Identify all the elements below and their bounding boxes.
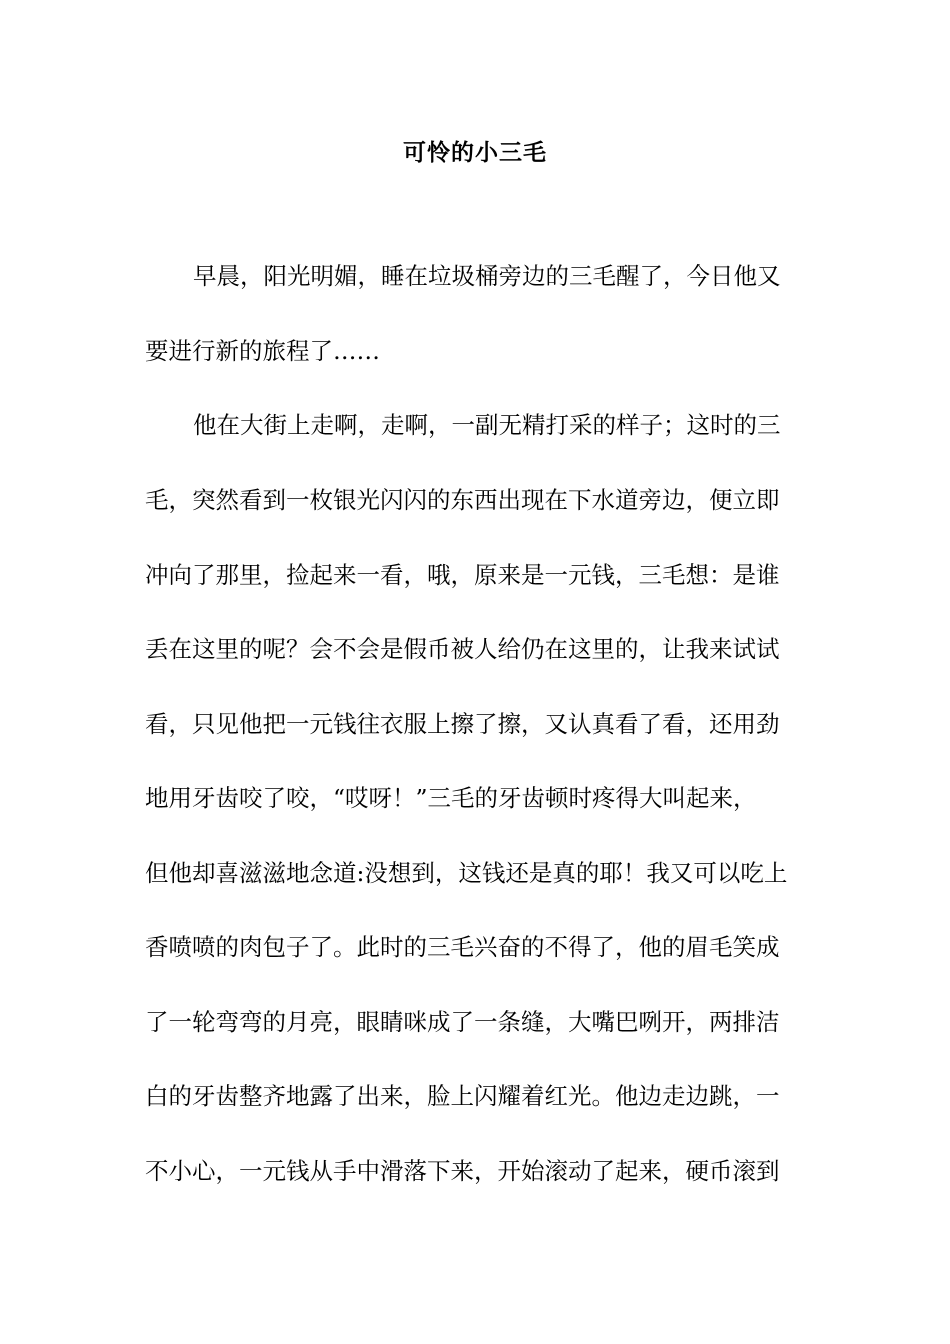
paragraph-2-line-6: 地用牙齿咬了咬，“哎呀！”三毛的牙齿顿时疼得大叫起来， [145, 784, 757, 812]
paragraph-2-line-9: 了一轮弯弯的月亮，眼睛咪成了一条缝，大嘴巴咧开，两排洁 [145, 1008, 780, 1036]
paragraph-2-line-1: 他在大街上走啊，走啊，一副无精打采的样子；这时的三 [193, 411, 781, 439]
paragraph-2-line-3: 冲向了那里，捡起来一看，哦，原来是一元钱，三毛想：是谁 [145, 561, 780, 589]
paragraph-2-line-8: 香喷喷的肉包子了。此时的三毛兴奋的不得了，他的眉毛笑成 [145, 933, 780, 961]
paragraph-1-line-2: 要进行新的旅程了…… [145, 337, 380, 365]
paragraph-2-line-7: 但他却喜滋滋地念道:没想到，这钱还是真的耶！我又可以吃上 [145, 859, 788, 887]
paragraph-2-line-2: 毛，突然看到一枚银光闪闪的东西出现在下水道旁边，便立即 [145, 486, 780, 514]
paragraph-2-line-5: 看，只见他把一元钱往衣服上擦了擦，又认真看了看，还用劲 [145, 710, 780, 738]
paragraph-1-line-1: 早晨，阳光明媚，睡在垃圾桶旁边的三毛醒了，今日他又 [193, 262, 781, 290]
paragraph-2-line-4: 丢在这里的呢？会不会是假币被人给仍在这里的，让我来试试 [145, 635, 780, 663]
paragraph-2-line-11: 不小心，一元钱从手中滑落下来，开始滚动了起来，硬币滚到 [145, 1157, 780, 1185]
paragraph-2-line-10: 白的牙齿整齐地露了出来，脸上闪耀着红光。他边走边跳，一 [145, 1082, 780, 1110]
document-title: 可怜的小三毛 [403, 139, 547, 166]
